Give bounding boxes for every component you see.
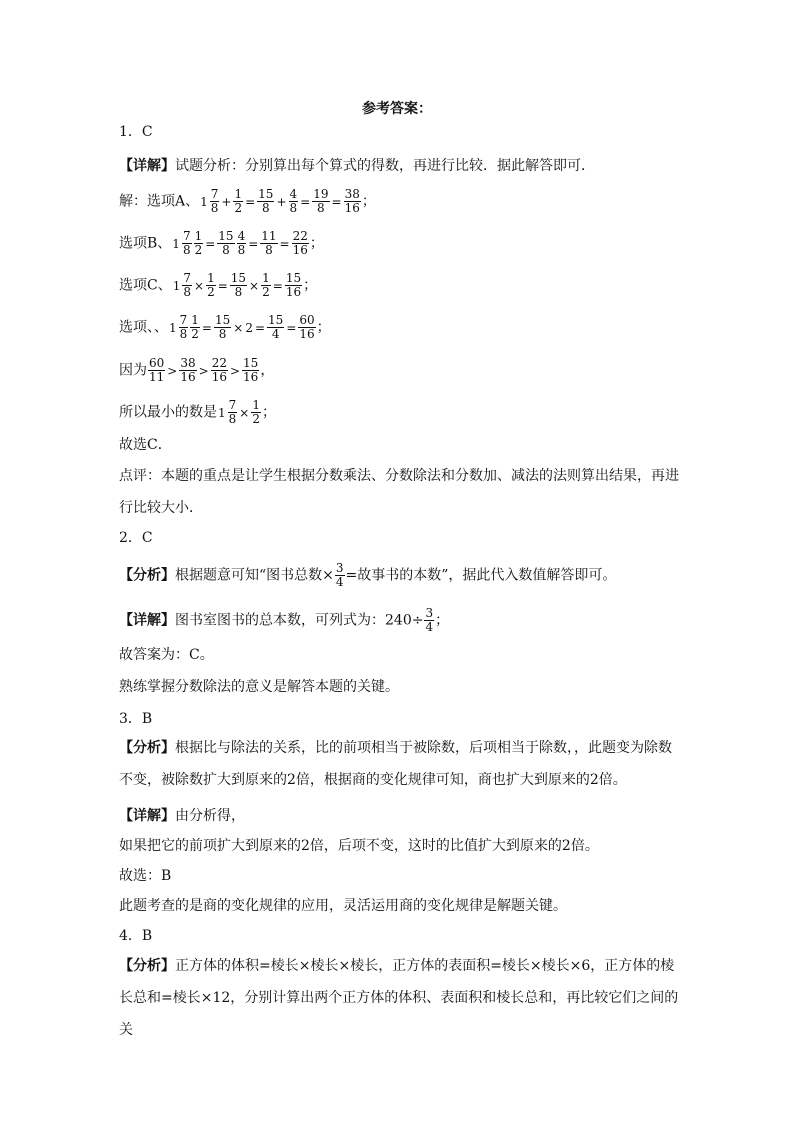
page-title: 参考答案： [362, 101, 432, 117]
q1-option-d: 选项、、 1 $\frac{7}{8}$ $\frac{1}{2}$ = $\frac{15}{8}$ × 2 = $\frac{15}{4}$ = $\frac{60}{16}$ ； [119, 313, 331, 341]
q2-answer: 故答案为：C。 [119, 647, 214, 663]
q3-note: 此题考查的是商的变化规律的应用，灵活运用商的变化规律是解题关键。 [119, 898, 567, 914]
q1-option-b-prefix: 选项B、 [119, 235, 172, 252]
q1-option-b: 选项B、 1 $\frac{7}{8}$ $\frac{1}{2}$ = $\frac{15}{8}$ $\frac{4}{8}$ = $\frac{11}{8}$ = $\frac{22}{16}$ ； [119, 229, 324, 257]
q2-number: 2．C [119, 530, 153, 546]
q4-number: 4．B [119, 928, 153, 944]
q1-choice: 故选C． [119, 437, 172, 453]
q2-analysis: 【分析】根据题意可知“图书总数× $\frac{3}{4}$ =故事书的本数”，据此代入数值解答即可。 [119, 561, 617, 589]
q1-detail [119, 156, 595, 176]
q1-option-c: 选项C、 1 $\frac{7}{8}$ × $\frac{1}{2}$ = $\frac{15}{8}$ × $\frac{1}{2}$ = $\frac{15}{16}$ ； [119, 271, 318, 299]
q1-detail-text: 试题分析：分别算出每个算式的得数，再进行比较．据此解答即可． [175, 158, 595, 174]
q3-detail: 【详解】由分析得， [119, 808, 245, 824]
q1-option-c-prefix: 选项C、 [119, 277, 172, 294]
q1-number: 1．C [119, 124, 153, 140]
q1-comparison: 因为 $\frac{60}{11}$ > $\frac{38}{16}$ > $\frac{22}{16}$ > $\frac{15}{16}$ ， [119, 356, 275, 384]
q1-detail-tag: 【详解】 [119, 158, 175, 174]
q2-detail: 【详解】图书室图书的总本数，可列式为：240÷ $\frac{3}{4}$ ； [119, 606, 450, 634]
q2-note: 熟练掌握分数除法的意义是解答本题的关键。 [119, 679, 399, 695]
q1-conclusion: 所以最小的数是 1 $\frac{7}{8}$ × $\frac{1}{2}$ ； [119, 398, 276, 426]
q1-option-a: 解：选项A、 1 $\frac{7}{8}$ + $\frac{1}{2}$ = $\frac{15}{8}$ + $\frac{4}{8}$ = $\frac{19}{8}$ = $\frac{38}{16}$ ； [119, 187, 376, 215]
q1-comment: 点评：本题的重点是让学生根据分数乘法、分数除法和分数加、减法的法则算出结果，再进行比较大小． [119, 468, 679, 516]
q3-analysis: 【分析】根据比与除法的关系，比的前项相当于被除数，后项相当于除数，，此题变为除数不变，被除数扩大到原来的2倍，根据商的变化规律可知，商也扩大到原来的2倍。 [119, 740, 672, 788]
q4-analysis: 【分析】正方体的体积=棱长×棱长×棱长，正方体的表面积=棱长×棱长×6，正方体的棱长总和=棱长×12，分别计算出两个正方体的体积、表面积和棱长总和，再比较它们之间的关 [119, 958, 679, 1038]
q3-choice: 故选：B [119, 868, 172, 884]
q1-option-a-prefix: 解：选项A、 [119, 193, 200, 210]
q3-line2: 如果把它的前项扩大到原来的2倍，后项不变，这时的比值扩大到原来的2倍。 [119, 838, 599, 854]
q1-a-mixed-number: 1 $\frac{7}{8}$ [200, 187, 219, 215]
q3-number: 3．B [119, 711, 153, 727]
q1-option-d-prefix: 选项、、 [119, 319, 168, 336]
